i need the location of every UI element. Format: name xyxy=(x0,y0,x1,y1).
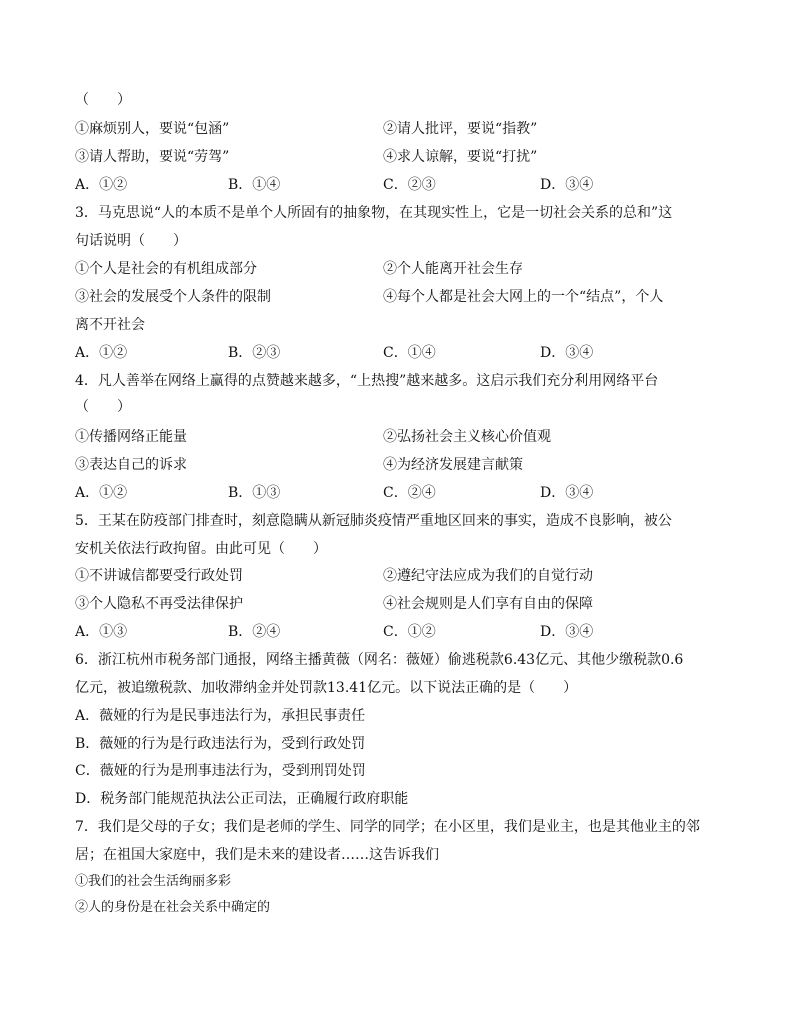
option-3: ③表达自己的诉求 xyxy=(75,457,187,473)
option-2: ②个人能离开社会生存 xyxy=(383,261,523,277)
question-7-stem: 7．我们是父母的子女；我们是老师的学生、同学的同学；在小区里，我们是业主，也是其他业主的邻 xyxy=(75,819,700,835)
option-4: ④每个人都是社会大网上的一个“结点”，个人 xyxy=(383,289,664,305)
option-2: ②请人批评，要说“指教” xyxy=(383,121,538,137)
question-4-stem-cont: （ ） xyxy=(75,399,131,415)
option-4: ④求人谅解，要说“打扰” xyxy=(383,149,538,165)
choice-d: D．③④ xyxy=(540,345,594,361)
choice-c: C．②④ xyxy=(383,485,436,501)
question-4-stem: 4．凡人善举在网络上赢得的点赞越来越多，“上热搜”越来越多。这启示我们充分利用网络平台 xyxy=(75,373,659,389)
question-5-stem-cont: 安机关依法行政拘留。由此可见（ ） xyxy=(75,541,327,557)
choice-d: D．③④ xyxy=(540,485,594,501)
answer-bracket: （ ） xyxy=(75,92,131,108)
choice-b: B．②③ xyxy=(228,345,281,361)
choice-d: D．③④ xyxy=(540,177,594,193)
choice-c: C．①④ xyxy=(383,345,436,361)
option-3: ③社会的发展受个人条件的限制 xyxy=(75,289,271,305)
option-3: ③个人隐私不再受法律保护 xyxy=(75,596,243,612)
option-4: ④为经济发展建言献策 xyxy=(383,457,523,473)
option-2: ②弘扬社会主义核心价值观 xyxy=(383,429,551,445)
choice-c: C．薇娅的行为是刑事违法行为，受到刑罚处罚 xyxy=(75,763,366,779)
choice-d: D．税务部门能规范执法公正司法，正确履行政府职能 xyxy=(75,791,409,807)
choice-a: A．①③ xyxy=(75,624,128,640)
option-1: ①麻烦别人，要说“包涵” xyxy=(75,121,230,137)
choice-c: C．②③ xyxy=(383,177,436,193)
option-1: ①我们的社会生活绚丽多彩 xyxy=(75,874,232,889)
option-1: ①不讲诚信都要受行政处罚 xyxy=(75,568,243,584)
choice-d: D．③④ xyxy=(540,624,594,640)
choice-b: B．①③ xyxy=(228,485,281,501)
option-4-cont: 离不开社会 xyxy=(75,317,145,333)
choice-b: B．①④ xyxy=(228,177,281,193)
question-7-stem-cont: 居；在祖国大家庭中，我们是未来的建设者……这告诉我们 xyxy=(75,847,439,863)
option-2: ②遵纪守法应成为我们的自觉行动 xyxy=(383,568,593,584)
question-3-stem: 3．马克思说“人的本质不是单个人所固有的抽象物，在其现实性上，它是一切社会关系的总和”这 xyxy=(75,205,673,221)
option-3: ③请人帮助，要说“劳驾” xyxy=(75,149,230,165)
choice-b: B．薇娅的行为是行政违法行为，受到行政处罚 xyxy=(75,736,366,752)
choice-c: C．①② xyxy=(383,624,436,640)
question-6-stem-cont: 亿元，被追缴税款、加收滞纳金并处罚款13.41亿元。以下说法正确的是（ ） xyxy=(75,680,578,696)
question-3-stem-cont: 句话说明（ ） xyxy=(75,233,187,249)
option-4: ④社会规则是人们享有自由的保障 xyxy=(383,596,593,612)
choice-b: B．②④ xyxy=(228,624,281,640)
option-1: ①个人是社会的有机组成部分 xyxy=(75,261,257,277)
option-1: ①传播网络正能量 xyxy=(75,429,187,445)
choice-a: A．①② xyxy=(75,485,128,501)
choice-a: A．①② xyxy=(75,177,128,193)
option-2: ②人的身份是在社会关系中确定的 xyxy=(75,900,271,915)
choice-a: A．①② xyxy=(75,345,128,361)
question-5-stem: 5．王某在防疫部门排查时，刻意隐瞒从新冠肺炎疫情严重地区回来的事实，造成不良影响，被公 xyxy=(75,513,672,529)
question-6-stem: 6．浙江杭州市税务部门通报，网络主播黄薇（网名：薇娅）偷逃税款6.43亿元、其他少缴税款0.6 xyxy=(75,652,684,668)
choice-a: A．薇娅的行为是民事违法行为，承担民事责任 xyxy=(75,708,366,724)
